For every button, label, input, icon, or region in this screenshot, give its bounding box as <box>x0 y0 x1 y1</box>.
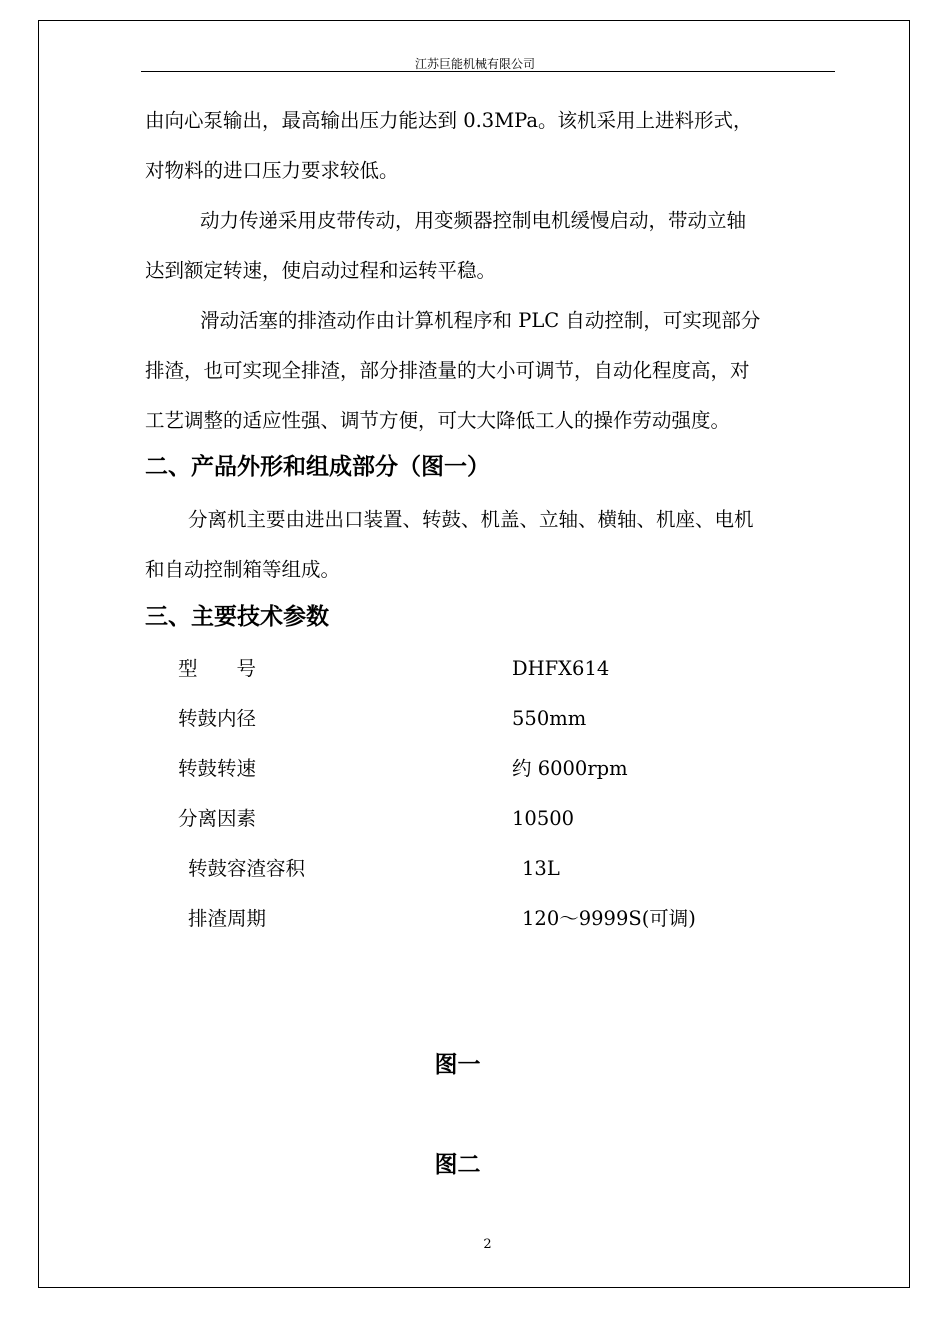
section-heading-product-shape: 二、产品外形和组成部分（图一） <box>145 453 490 480</box>
paragraph-line: 达到额定转速，使启动过程和运转平稳。 <box>145 259 497 282</box>
spec-label: 型 号 <box>178 657 257 680</box>
paragraph-line: 滑动活塞的排渣动作由计算机程序和 PLC 自动控制，可实现部分 <box>200 309 761 332</box>
spec-label: 排渣周期 <box>188 907 267 930</box>
spec-value: DHFX614 <box>512 657 610 680</box>
paragraph-line: 由向心泵输出，最高输出压力能达到 0.3MPa。该机采用上进料形式， <box>145 109 753 132</box>
paragraph-line: 对物料的进口压力要求较低。 <box>145 159 399 182</box>
spec-value: 550mm <box>512 707 587 730</box>
paragraph-line: 和自动控制箱等组成。 <box>145 558 341 581</box>
header-company-name: 江苏巨能机械有限公司 <box>414 57 535 71</box>
paragraph-line: 动力传递采用皮带传动，用变频器控制电机缓慢启动，带动立轴 <box>200 209 747 232</box>
spec-label: 分离因素 <box>178 807 257 830</box>
paragraph-line: 分离机主要由进出口装置、转鼓、机盖、立轴、横轴、机座、电机 <box>188 508 754 531</box>
spec-value: 120～9999S(可调) <box>522 907 696 930</box>
paragraph-line: 排渣，也可实现全排渣，部分排渣量的大小可调节，自动化程度高，对 <box>145 359 750 382</box>
spec-value: 10500 <box>512 807 575 830</box>
header-divider <box>141 71 835 72</box>
figure-caption-1: 图一 <box>434 1051 481 1078</box>
section-heading-tech-params: 三、主要技术参数 <box>145 603 329 630</box>
page-number: 2 <box>483 1237 492 1252</box>
spec-label: 转鼓内径 <box>178 707 257 730</box>
spec-label: 转鼓容渣容积 <box>188 857 306 880</box>
spec-value: 约 6000rpm <box>512 757 628 780</box>
paragraph-line: 工艺调整的适应性强、调节方便，可大大降低工人的操作劳动强度。 <box>145 409 731 432</box>
spec-value: 13L <box>522 857 560 880</box>
figure-caption-2: 图二 <box>434 1151 481 1178</box>
spec-label: 转鼓转速 <box>178 757 257 780</box>
